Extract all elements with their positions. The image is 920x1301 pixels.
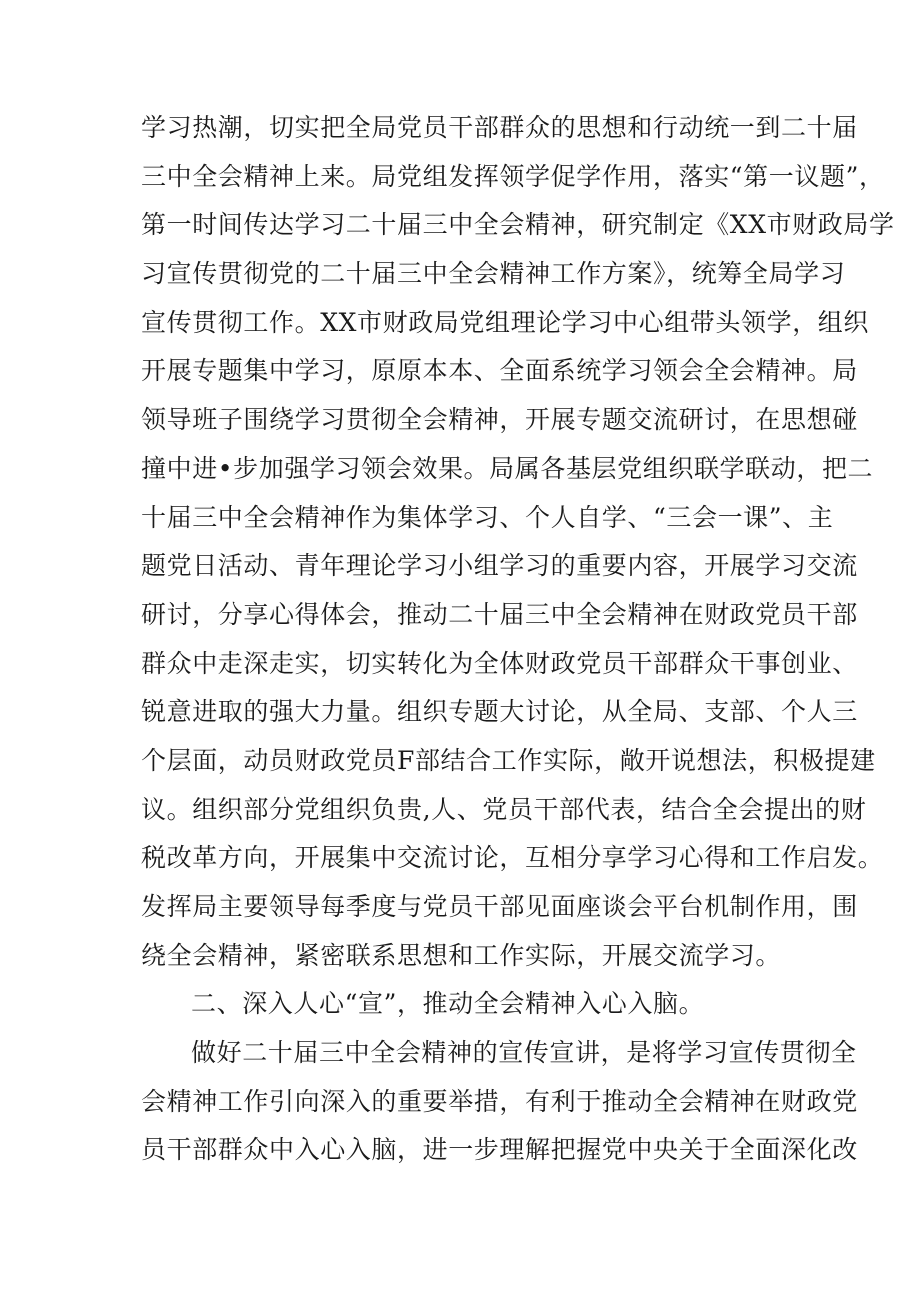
section-heading: 二、深入人心“宣”，推动全会精神入心入脑。 (191, 989, 705, 1019)
text-line: 员干部群众中入心入脑，进一步理解把握党中央关于全面深化改 (141, 1135, 858, 1165)
text-line: 个层面，动员财政党员F部结合工作实际，敞开说想法，积极提建 (141, 745, 876, 775)
text-line: 研讨，分享心得体会，推动二十届三中全会精神在财政党员干部 (141, 599, 858, 629)
text-line: 发挥局主要领导每季度与党员干部见面座谈会平台机制作用，围 (141, 892, 858, 921)
text-line: 群众中走深走实，切实转化为全体财政党员干部群众干事创业、 (141, 648, 858, 678)
text-line-paragraph-start: 做好二十届三中全会精神的宣传宣讲，是将学习宣传贯彻全 (191, 1038, 857, 1068)
text-line: 第一时间传达学习二十届三中全会精神，研究制定《XX市财政局学 (141, 210, 895, 240)
text-line: 学习热潮，切实把全局党员干部群众的思想和行动统一到二十届 (141, 113, 858, 142)
body-text (141, 104, 895, 1175)
text-line: 议。组织部分党组织负贵,人、党员干部代表，结合全会提出的财 (141, 794, 867, 824)
text-line: 十届三中全会精神作为集体学习、个人自学、“三会一课”、主 (141, 502, 834, 532)
text-line: 税改革方向，开展集中交流讨论，互相分享学习心得和工作启发。 (141, 843, 884, 873)
text-line: 撞中进•步加强学习领会效果。局属各基层党组织联学联动，把二 (141, 453, 874, 483)
text-line: 领导班子围绕学习贯彻全会精神，开展专题交流研讨，在思想碰 (141, 405, 858, 435)
text-line: 开展专题集中学习，原原本本、全面系统学习领会全会精神。局 (141, 356, 858, 386)
text-line: 题党日活动、青年理论学习小组学习的重要内容，开展学习交流 (141, 551, 858, 581)
text-line: 锐意进取的强大力量。组织专题大讨论，从全局、支部、个人三 (141, 697, 858, 727)
text-line: 习宣传贯彻党的二十届三中全会精神工作方案》，统筹全局学习 (141, 259, 846, 289)
text-line: 三中全会精神上来。局党组发挥领学促学作用，落实“第一议题”， (141, 161, 885, 191)
text-line: 会精神工作引向深入的重要举措，有利于推动全会精神在财政党 (141, 1086, 858, 1116)
text-line: 宣传贯彻工作。XX市财政局党组理论学习中心组带头领学，组织 (141, 307, 869, 337)
text-line-paragraph-end: 绕全会精神，紧密联系思想和工作实际，开展交流学习。 (141, 940, 782, 970)
